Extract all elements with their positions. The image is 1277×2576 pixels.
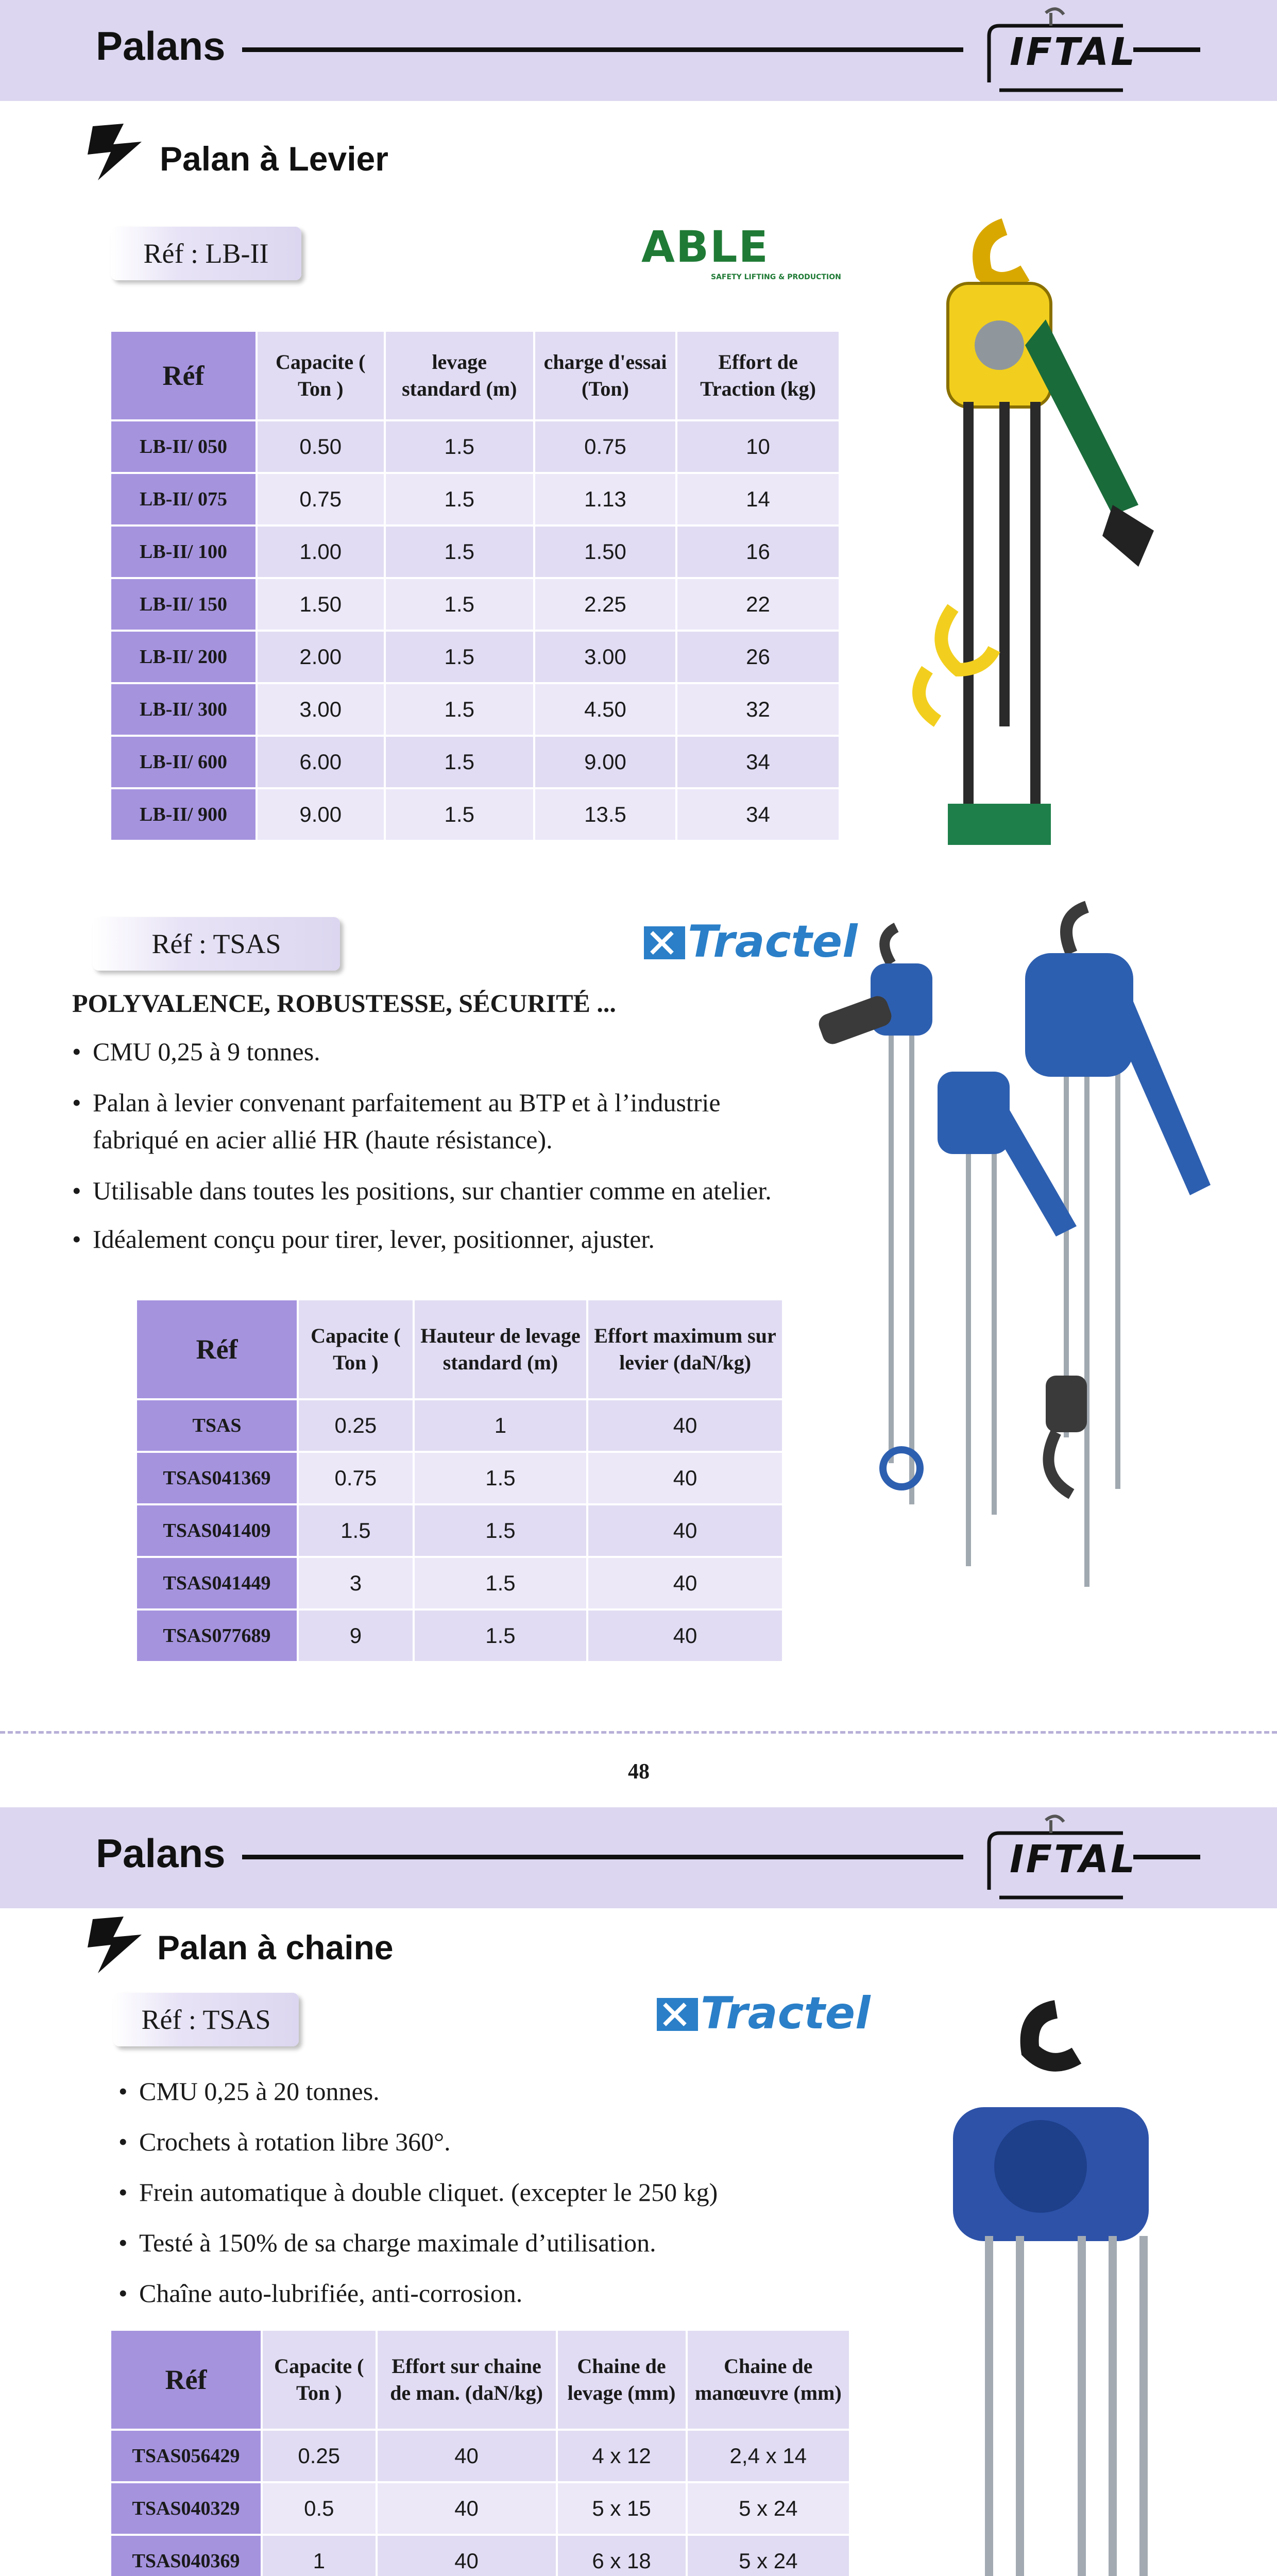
page-header (0, 0, 1277, 101)
bullet-item: • CMU 0,25 à 20 tonnes. (118, 2077, 380, 2106)
table-cell: 2.25 (535, 579, 675, 630)
table-cell: 1.5 (415, 1558, 586, 1608)
table-header: levage standard (m) (386, 332, 533, 419)
table-cell: 1.5 (386, 684, 533, 735)
table-row (111, 2431, 849, 2481)
table-row (111, 737, 839, 787)
page-separator (0, 1731, 1277, 1734)
intro-headline: POLYVALENCE, ROBUSTESSE, SÉCURITÉ ... (72, 989, 616, 1018)
table-cell: 5 x 15 (558, 2483, 686, 2534)
table-cell: 13.5 (535, 789, 675, 840)
table-cell: 0.5 (263, 2483, 376, 2534)
table-tsas-levier (135, 1298, 784, 1663)
features-list (118, 2066, 891, 2318)
table-cell: TSAS041449 (137, 1558, 297, 1608)
table-cell: 0.25 (263, 2431, 376, 2481)
table-row (137, 1558, 782, 1608)
table-cell: TSAS040329 (111, 2483, 261, 2534)
lightning-icon (82, 1914, 149, 1976)
table-row (111, 527, 839, 577)
table-cell: 1.5 (386, 527, 533, 577)
bullet-item: • Testé à 150% de sa charge maximale d’utilisation. (118, 2228, 656, 2257)
table-header: charge d'essai (Ton) (535, 332, 675, 419)
table-cell: 6.00 (258, 737, 384, 787)
table-cell: 5 x 24 (688, 2536, 849, 2576)
table-cell: 6 x 18 (558, 2536, 686, 2576)
tractel-chain-hoist-image (922, 1989, 1231, 2576)
page-title: Palans (96, 23, 226, 69)
bullet-item: • Frein automatique à double cliquet. (excepter le 250 kg) (118, 2178, 718, 2207)
table-cell: 3.00 (535, 632, 675, 682)
page-header (0, 1807, 1277, 1908)
table-cell: 40 (378, 2431, 556, 2481)
table-lb (109, 330, 841, 842)
table-cell: LB-II/ 600 (111, 737, 256, 787)
tractel-logo: Tractel (701, 1988, 871, 2039)
table-cell: 1.00 (258, 527, 384, 577)
table-cell: TSAS041369 (137, 1453, 297, 1503)
bullet-item: • Palan à levier convenant parfaitement au BTP et à l’industrie fabriqué en acier allié HR (haute résistance). (72, 1088, 721, 1154)
table-cell: LB-II/ 150 (111, 579, 256, 630)
table-row (111, 474, 839, 524)
header-rule-right (1133, 47, 1200, 52)
table-cell: 1.50 (258, 579, 384, 630)
table-cell: 1.5 (386, 579, 533, 630)
table-cell: 40 (588, 1558, 782, 1608)
table-cell: 3 (299, 1558, 413, 1608)
header-rule-right (1133, 1855, 1200, 1859)
table-cell: 40 (588, 1505, 782, 1556)
table-cell: 16 (677, 527, 839, 577)
table-cell: LB-II/ 300 (111, 684, 256, 735)
table-header: Hauteur de levage standard (m) (415, 1300, 586, 1398)
table-cell: LB-II/ 900 (111, 789, 256, 840)
table-cell: 40 (588, 1400, 782, 1451)
able-logo: ABLE (641, 222, 769, 272)
table-row (137, 1400, 782, 1451)
bullet-item: • Crochets à rotation libre 360°. (118, 2127, 451, 2156)
table-row (111, 789, 839, 840)
table-header: Réf (137, 1300, 297, 1398)
table-cell: 1.5 (415, 1505, 586, 1556)
table-cell: 5 x 24 (688, 2483, 849, 2534)
table-header: Chaine de levage (mm) (558, 2331, 686, 2429)
table-row (111, 632, 839, 682)
ref-badge-tsas-levier: Réf : TSAS (93, 917, 340, 971)
table-cell: 1.5 (386, 632, 533, 682)
table-cell: 40 (588, 1453, 782, 1503)
table-cell: 1.5 (386, 421, 533, 472)
table-header: Réf (111, 332, 256, 419)
table-cell: 1 (415, 1400, 586, 1451)
table-cell: 2,4 x 14 (688, 2431, 849, 2481)
table-cell: 9.00 (258, 789, 384, 840)
table-cell: 1.13 (535, 474, 675, 524)
table-cell: 0.75 (258, 474, 384, 524)
table-header: Capacite ( Ton ) (263, 2331, 376, 2429)
table-cell: 10 (677, 421, 839, 472)
table-cell: 1 (263, 2536, 376, 2576)
table-header: Effort sur chaine de man. (daN/kg) (378, 2331, 556, 2429)
header-rule (242, 47, 963, 52)
tractel-emblem-icon (654, 1994, 701, 2035)
table-cell: LB-II/ 200 (111, 632, 256, 682)
table-cell: 1.5 (299, 1505, 413, 1556)
table-cell: 4 x 12 (558, 2431, 686, 2481)
tractel-emblem-icon (641, 922, 688, 963)
header-rule (242, 1855, 963, 1859)
table-cell: 34 (677, 789, 839, 840)
table-cell: TSAS (137, 1400, 297, 1451)
intro-block (72, 979, 804, 1263)
table-header: Effort de Traction (kg) (677, 332, 839, 419)
table-cell: 1.5 (386, 737, 533, 787)
table-cell: TSAS040369 (111, 2536, 261, 2576)
table-header: Effort maximum sur levier (daN/kg) (588, 1300, 782, 1398)
table-cell: 0.75 (535, 421, 675, 472)
page-title: Palans (96, 1831, 226, 1876)
table-cell: 26 (677, 632, 839, 682)
table-cell: 0.25 (299, 1400, 413, 1451)
lightning-icon (82, 121, 149, 183)
ref-badge-lb: Réf : LB-II (111, 227, 301, 280)
table-cell: 1.5 (386, 474, 533, 524)
table-cell: 0.50 (258, 421, 384, 472)
table-row (137, 1611, 782, 1661)
bullet-item: • Utilisable dans toutes les positions, sur chantier comme en atelier. (72, 1176, 772, 1205)
table-cell: LB-II/ 050 (111, 421, 256, 472)
table-cell: 9 (299, 1611, 413, 1661)
table-cell: 3.00 (258, 684, 384, 735)
table-cell: 1.5 (415, 1611, 586, 1661)
table-row (111, 2536, 849, 2576)
table-cell: 32 (677, 684, 839, 735)
iftal-logo-text: IFTAL (1010, 30, 1137, 74)
bullet-item: • Idéalement conçu pour tirer, lever, positionner, ajuster. (72, 1225, 655, 1253)
table-cell: 9.00 (535, 737, 675, 787)
table-header: Réf (111, 2331, 261, 2429)
tractel-logo: Tractel (688, 916, 858, 968)
table-header: Capacite ( Ton ) (299, 1300, 413, 1398)
table-row (111, 684, 839, 735)
table-cell: TSAS056429 (111, 2431, 261, 2481)
table-cell: TSAS041409 (137, 1505, 297, 1556)
lever-hoist-image (896, 196, 1185, 855)
table-cell: 40 (378, 2536, 556, 2576)
table-cell: 14 (677, 474, 839, 524)
table-cell: 1.50 (535, 527, 675, 577)
tractel-lever-hoists-image (798, 896, 1221, 1607)
table-header: Capacite ( Ton ) (258, 332, 384, 419)
section-title-chaine: Palan à chaine (157, 1928, 394, 1967)
table-cell: 40 (378, 2483, 556, 2534)
table-row (137, 1505, 782, 1556)
ref-badge-tsas-chaine: Réf : TSAS (113, 1993, 299, 2046)
table-cell: 40 (588, 1611, 782, 1661)
table-row (111, 579, 839, 630)
table-cell: 1.5 (386, 789, 533, 840)
table-cell: 22 (677, 579, 839, 630)
table-header: Chaine de manœuvre (mm) (688, 2331, 849, 2429)
bullet-item: • Chaîne auto-lubrifiée, anti-corrosion. (118, 2279, 523, 2308)
table-cell: 2.00 (258, 632, 384, 682)
table-row (137, 1453, 782, 1503)
table-cell: 34 (677, 737, 839, 787)
table-cell: TSAS077689 (137, 1611, 297, 1661)
table-tsas-chaine (109, 2329, 851, 2576)
able-tagline: SAFETY LIFTING & PRODUCTION (711, 273, 841, 281)
section-title-levier: Palan à Levier (160, 140, 388, 178)
iftal-logo-text: IFTAL (1010, 1837, 1137, 1882)
page-number: 48 (628, 1760, 650, 1784)
table-row (111, 2483, 849, 2534)
table-cell: LB-II/ 100 (111, 527, 256, 577)
table-cell: 1.5 (415, 1453, 586, 1503)
bullet-item: • CMU 0,25 à 9 tonnes. (72, 1037, 320, 1066)
table-cell: 4.50 (535, 684, 675, 735)
table-row (111, 421, 839, 472)
table-cell: LB-II/ 075 (111, 474, 256, 524)
table-cell: 0.75 (299, 1453, 413, 1503)
